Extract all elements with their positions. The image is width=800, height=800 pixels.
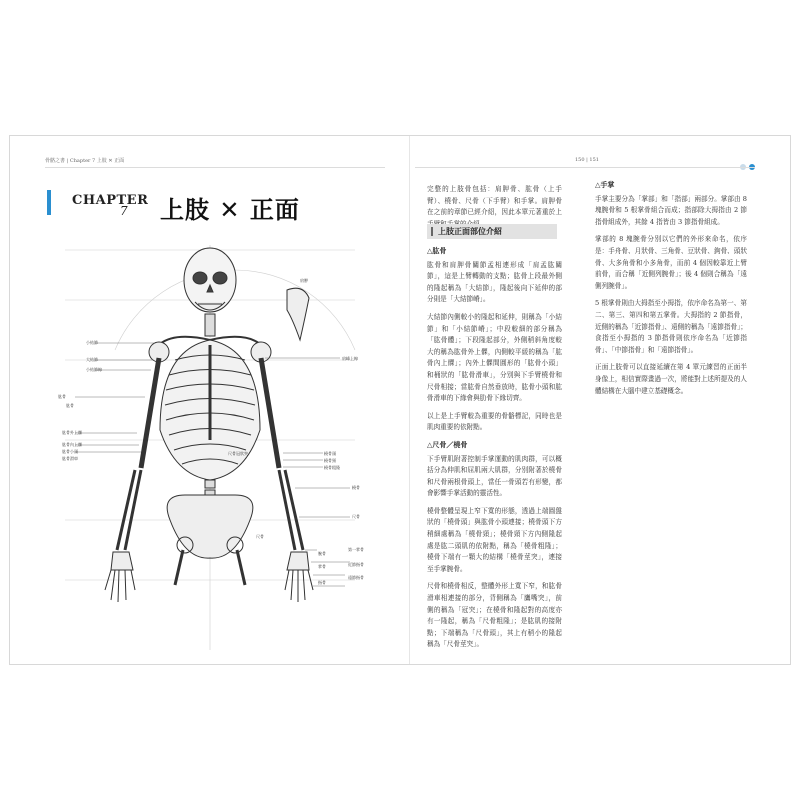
hand-paragraph-1: 手掌主要分為「掌部」和「指部」兩部分。掌部由 8 塊腕骨和 5 根掌骨組合而成；指部除大拇指由 2 節指骨組成外，其餘 4 指皆由 3 節指骨組成。 [595, 194, 747, 226]
label-coronoid: 尺骨冠狀突 [228, 451, 248, 456]
hand-paragraph-2: 掌部的 8 塊腕骨分別以它們的外形來命名，依序是：手舟骨、月狀骨、三角骨、豆狀骨、鉤骨、頭狀骨、大多角骨和小多角骨，而前 4 個因較靠近上臂前骨，而合稱「近側列腕骨」；後 4 個則合稱為「遠側列腕骨」。 [595, 235, 747, 290]
chapter-word: CHAPTER [72, 193, 149, 208]
radius-paragraph-3: 尺骨和橈骨相反，整體外形上寬下窄，和肱骨滑車相連接的部分，背側稱為「鷹嘴突」，前側的稱為「冠突」；在橈骨和隆起對的高度亦有一隆起，稱為「尺骨粗隆」；是肱肌的接附點；下端稱為「尺骨頭」，其上有稍小的隆起稱為「尺骨莖突」。 [427, 582, 562, 649]
label-distal-phalanx: 遠節指骨 [348, 575, 364, 580]
label-medial-epicondyle: 肱骨內上髁 [62, 442, 82, 447]
label-radial-neck: 橈骨頸 [324, 458, 336, 463]
label-lateral-epicondyle: 肱骨外上髁 [62, 430, 82, 435]
hand-paragraph-3: 5 根掌骨則由大拇指至小拇指，依序命名為第一、第二、第三、第四和第五掌骨。大拇指的 2 節指骨，近側的稱為「近節指骨」、遠側的稱為「遠節指骨」；食指至小拇指的 3 節指骨則依序命名為「近節指骨」、「中節指骨」和「遠節指骨」。 [595, 299, 747, 354]
label-lesser-tubercle: 小結節 [86, 340, 98, 345]
chapter-accent-bar [47, 190, 51, 215]
hand-paragraph-4: 正面上肢骨可以直接延續在第 4 單元練習的正面半身像上，相信實際畫過一次，將能對上述所提及的人體結構在大腦中建立基礎概念。 [595, 363, 747, 395]
label-scapula: 肩胛 [300, 278, 308, 283]
radius-ulna-heading: △尺骨／橈骨 [427, 440, 468, 449]
label-greater-tubercle: 大結節 [86, 357, 98, 362]
label-metacarpals: 掌骨 [318, 564, 326, 569]
label-carpals: 腕骨 [318, 551, 326, 556]
page-numbers: 150 | 151 [575, 157, 599, 163]
hand-heading: △手掌 [595, 181, 615, 189]
label-capitulum: 肱骨小頭 [62, 449, 78, 454]
header-rule-left [45, 167, 385, 168]
label-trochlea: 肱骨滑車 [62, 456, 78, 461]
running-header-left: 骨骼之書 | Chapter 7 上肢 ✕ 正面 [45, 158, 125, 164]
header-rule-right [415, 167, 755, 168]
ribcage [160, 340, 260, 480]
header-dots [737, 155, 755, 174]
label-humerus-2: 肱骨 [66, 403, 74, 408]
page-title: 上肢 ✕ 正面 [160, 196, 300, 224]
skeleton-illustration [55, 240, 385, 660]
label-first-metacarpal: 第一掌骨 [348, 547, 364, 552]
label-proximal-phalanx: 近節指骨 [348, 562, 364, 567]
radius-paragraph-2: 橈骨整體呈現上窄下寬的形態，透過上端圓盤狀的「橈骨頭」與肱骨小頭連接；橈骨頭下方稍細處稱為「橈骨頸」；橈骨頸下方內側隆起處是肱二頭肌的依附點，稱為「橈骨粗隆」；橈骨下端有一顆大的結構「橈骨莖突」，連接至手掌腕骨。 [427, 506, 562, 573]
label-radial-tuberosity: 橈骨粗隆 [324, 465, 340, 470]
humerus-paragraph-3: 以上是上手臂較為重要的骨骼標記，同時也是肌肉重要的依附點。 [427, 411, 562, 432]
section-heading-box [427, 224, 557, 239]
label-humerus: 肱骨 [58, 394, 66, 399]
label-radial-head: 橈骨頭 [324, 451, 336, 456]
label-ulna-mid: 尺骨 [256, 534, 264, 539]
label-phalanges: 指骨 [318, 580, 326, 585]
humerus-paragraph-2: 大結節內側較小的隆起和延伸，則稱為「小結節」和「小結節嵴」；中段較細的部分稱為「肱骨體」；下段隆起部分，外側稍斜角度較大的稱為肱骨外上髁，內側較平緩的稱為「肱骨內上髁」；內外上髁間圓形的「肱骨小頭」和桶狀的「肱骨滑車」，分別與下手臂橈骨和尺骨相接；當肱骨自然垂放時，肱骨小頭和肱骨滑車的下緣會與肋骨下緣切齊。 [427, 312, 562, 403]
scapula-detail [287, 288, 309, 340]
section-heading: 上肢正面部位介紹 [438, 227, 502, 236]
page-gutter [409, 136, 410, 664]
middle-body [427, 246, 562, 657]
right-body [595, 180, 747, 403]
section-heading-bar [431, 227, 433, 236]
intro-text: 完整的上肢骨包括：肩胛骨、肱骨（上手臂）、橈骨、尺骨（下手臂）和手掌。肩胛骨在之前的章節已經介紹，因此本單元著重於上 [427, 185, 562, 217]
label-tubercle-line: 小結節線 [86, 367, 102, 372]
label-ulna: 尺骨 [352, 514, 360, 519]
humerus-paragraph-1: 肱骨和肩胛骨關節孟相連形成「肩孟肱關節」，這是上臂轉動的支點；肱骨上段最外側的隆起稱為「大結節」，隆起後向下延伸的部分則是「大結節嵴」。 [427, 260, 562, 304]
chapter-number: 7 [120, 204, 128, 218]
arm-left [105, 358, 159, 602]
label-radius: 橈骨 [352, 485, 360, 490]
pelvis [167, 495, 253, 558]
label-acromion-line: 肩峰上線 [342, 356, 358, 361]
arm-right [261, 358, 313, 602]
humerus-heading: △肱骨 [427, 247, 447, 255]
radius-paragraph-1: 下手臂肌附著控制手掌運動的肌肉群，可以概括分為伸肌和屈肌兩大肌群，分別附著於橈骨和尺骨兩根骨頭上，當任一骨頭若有形變，都會影響手掌活動的靈活性。 [427, 454, 562, 498]
